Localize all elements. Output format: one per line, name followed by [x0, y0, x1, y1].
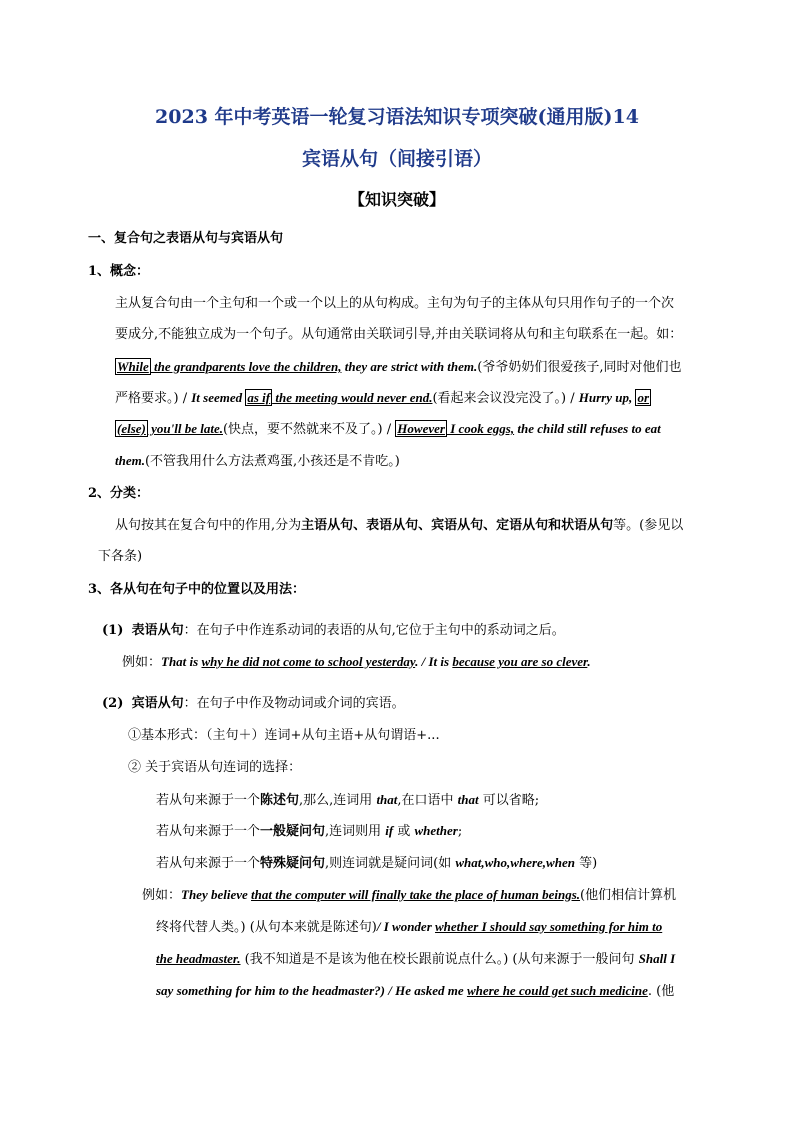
translation: (我不知道是不是该为他在校长跟前说点什么。) (从句来源于一般问句 — [240, 952, 639, 967]
subsection-heading: 2、分类： — [88, 486, 150, 501]
rule-keyword: 特殊疑问句 — [260, 856, 326, 871]
example-line — [142, 885, 676, 906]
rule-line — [156, 790, 539, 811]
example-text: they are strict with them. — [341, 359, 478, 374]
rule-text: 若从句来源于一个 — [156, 793, 261, 808]
paragraph-line — [115, 516, 683, 536]
rule-text: 或 — [393, 824, 415, 839]
subsection-heading: 3、各从句在句子中的位置以及用法： — [88, 582, 306, 597]
rule-conjunction: if — [385, 823, 394, 838]
example-line — [115, 419, 661, 440]
example-label: 例如： — [142, 888, 182, 903]
rule-keyword: 陈述句 — [260, 793, 300, 808]
clause-underlined: why he did not come to school yesterday — [201, 654, 416, 669]
example-text: / I wonder — [376, 919, 436, 934]
form-line: ①基本形式：（主句＋）连词+从句主语+从句谓语+... — [128, 728, 440, 743]
example-text: It seemed — [191, 390, 246, 405]
example-line — [156, 981, 674, 1002]
example-text: . — [587, 654, 591, 669]
clause-underlined: the headmaster. — [156, 951, 241, 966]
clause-underlined: whether I should say something for him to — [435, 919, 663, 934]
translation: (看起来会议没完没了。) / — [432, 391, 579, 406]
paragraph-text: 从句按其在复合句中的作用,分为 — [115, 518, 302, 533]
rule-text: 可以省略; — [478, 793, 540, 808]
clause-underlined: I cook eggs, — [446, 421, 515, 436]
rule-text: 等) — [574, 856, 598, 871]
rule-line — [156, 853, 597, 874]
example-line — [122, 652, 591, 673]
rule-text: ,那么,连词用 — [299, 793, 377, 808]
clause-types: 主语从句、表语从句、宾语从句、定语从句和状语从句 — [301, 518, 614, 533]
rule-conjunction: that — [376, 792, 398, 807]
subsection-heading: 1、概念： — [88, 264, 150, 279]
translation: 终将代替人类。) (从句本来就是陈述句) — [156, 920, 377, 935]
clause-underlined: you'll be late. — [147, 421, 223, 436]
item-number: (2) — [102, 696, 124, 711]
paragraph-line: 要成分,不能独立成为一个句子。从句通常由关联词引导,并由关联词将从句和主句联系在一起。如： — [115, 327, 683, 342]
clause-underlined: the grandparents love the children, — [150, 359, 342, 374]
rule-text: ,连词则用 — [325, 824, 386, 839]
rule-line — [102, 621, 565, 641]
conjunction-box: While — [117, 359, 149, 374]
rule-line — [102, 694, 405, 714]
translation: (他们相信计算机 — [580, 888, 677, 903]
rule-conjunction: that — [457, 792, 479, 807]
conjunction-box: as if — [247, 390, 271, 405]
example-text: That is — [161, 654, 202, 669]
item-text: ：在句子中作及物动词或介词的宾语。 — [183, 696, 405, 711]
clause-underlined: where he could get such medicine — [466, 983, 648, 998]
item-text: ：在句子中作连系动词的表语的从句,它位于主句中的系动词之后。 — [183, 623, 565, 638]
example-text: say something for him to the headmaster? — [156, 983, 381, 998]
rule-text: 若从句来源于一个 — [156, 824, 261, 839]
example-line — [156, 949, 675, 970]
example-text: Shall I — [638, 951, 676, 966]
example-text: ) / He asked me — [380, 983, 467, 998]
example-line — [115, 451, 400, 472]
item-heading: 宾语从句 — [131, 696, 184, 711]
example-text: them. — [115, 453, 145, 468]
example-label: 例如： — [122, 655, 162, 670]
translation: 严格要求。) / — [115, 391, 192, 406]
page-title: 2023 年中考英语一轮复习语法知识专项突破(通用版)14 — [155, 106, 639, 128]
rule-conjunction: whether — [414, 823, 458, 838]
example-line — [115, 388, 651, 409]
item-heading: 表语从句 — [131, 623, 184, 638]
conjunction-box: or — [637, 390, 650, 405]
example-text: Hurry up, — [578, 390, 636, 405]
conjunction-box: (else) — [117, 421, 146, 436]
rule-keyword: 一般疑问句 — [260, 824, 326, 839]
section-heading: 一、复合句之表语从句与宾语从句 — [88, 231, 284, 246]
section-banner: 【知识突破】 — [348, 190, 445, 209]
paragraph-line: 主从复合句由一个主句和一个或一个以上的从句构成。主句为句子的主体从句只用作句子的一个次 — [115, 296, 675, 311]
paragraph-line: 下各条) — [98, 549, 143, 564]
translation: (不管我用什么方法煮鸡蛋,小孩还是不肯吃。) — [144, 454, 400, 469]
example-text: the child still refuses to eat — [514, 421, 661, 436]
paragraph-text: 等。(参见以 — [613, 518, 684, 533]
page-subtitle: 宾语从句（间接引语） — [301, 148, 492, 170]
rule-text: ,在口语中 — [397, 793, 458, 808]
conjunction-box: However — [397, 421, 445, 436]
rule-text: ,则连词就是疑问词(如 — [325, 856, 456, 871]
example-text: . / It is — [415, 654, 453, 669]
example-line — [156, 917, 662, 938]
translation: (爷爷奶奶们很爱孩子,同时对他们也 — [477, 360, 682, 375]
clause-underlined: the meeting would never end. — [272, 390, 433, 405]
rule-conjunction: what,who,where,when — [455, 855, 575, 870]
translation: (快点，要不然就来不及了。) / — [222, 422, 396, 437]
rule-line — [156, 821, 462, 842]
form-line: ② 关于宾语从句连词的选择： — [128, 760, 302, 775]
translation: . (他 — [647, 984, 675, 999]
example-text: They believe — [181, 887, 252, 902]
clause-underlined: because you are so clever — [452, 654, 588, 669]
rule-text: 若从句来源于一个 — [156, 856, 261, 871]
example-line — [115, 357, 682, 378]
clause-underlined: that the computer will finally take the place of human beings. — [251, 887, 581, 902]
rule-text: ; — [457, 824, 463, 839]
item-number: (1) — [102, 623, 124, 638]
